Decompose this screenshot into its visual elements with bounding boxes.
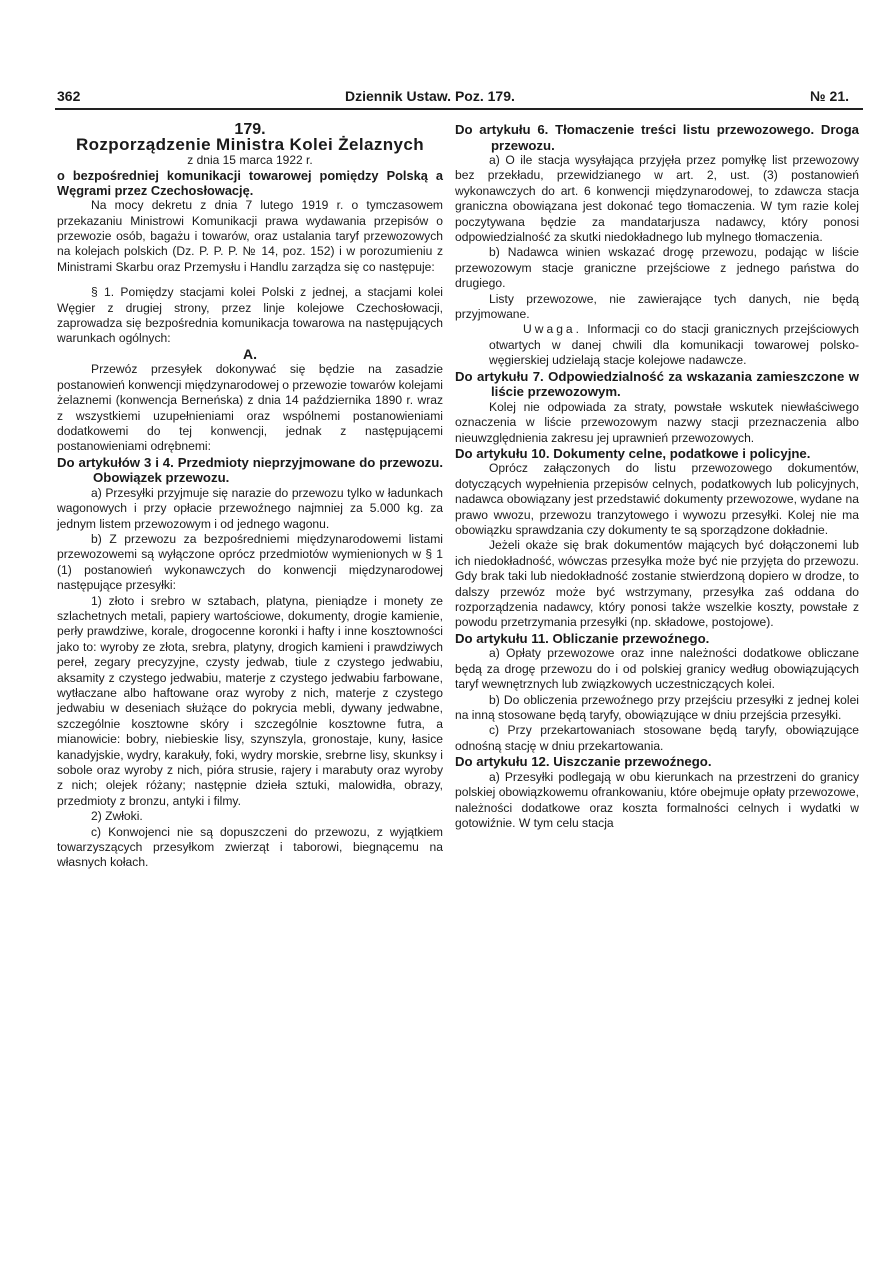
article-6-a: a) O ile stacja wysyłająca przyjęła przez pomyłkę list przewozowy bez przekładu, przewidzianego w art. 2, ust. (3) postanowień wykonawczych do art. 6 konwencji międzynarodowej, to zdawcza stacja graniczna obowiązana jest dokonać tego tłomaczenia. W tym razie kolej poczytywana będzie za mandatarjusza nadawcy, który ponosi odpowiedzialność za skutki niedokładnego lub mylnego tłomaczenia. [455, 153, 859, 245]
article-10-p2: Jeżeli okaże się brak dokumentów mających być dołączonemi lub ich niedokładność, wówczas przesyłka może być nie przyjęta do przewozu. Gdy brak taki lub niedokładność zostanie stwierdzoną dopiero w drodze, to dalszy przewóz może być wstrzymany, przesyłka zaś oddana do rozporządzenia nadawcy, który ponosi także wszelkie koszty, powstałe z powodu przetrzymania przesyłki (np. składowe, postojowe). [455, 538, 859, 630]
article-6-lists: Listy przewozowe, nie zawierające tych danych, nie będą przyjmowane. [455, 291, 859, 322]
article-10-heading: Do artykułu 10. Dokumenty celne, podatkowe i policyjne. [455, 445, 811, 461]
act-date: z dnia 15 marca 1922 r. [187, 152, 313, 167]
article-7-heading: Do artykułu 7. Odpowiedzialność za wskazania zamieszczone w liście przewozowym. [455, 368, 859, 400]
act-number: 179. [234, 121, 266, 138]
note-text: Informacji co do stacji granicznych przejściowych otwartych w danej chwili dla komunikacji towarowej polsko-węgierskiej udzielają stacje kolejowe nadawcze. [489, 322, 859, 368]
article-3-4-heading: Do artykułów 3 i 4. Przedmioty nieprzyjmowane do przewozu. Obowiązek przewozu. [57, 454, 443, 486]
article-12-a: a) Przesyłki podlegają w obu kierunkach na przestrzeni do granicy polskiej obowiązkowemu ofrankowaniu, które obejmuje opłaty przewozowe, należności dodatkowe oraz koszta formalności celnych i wydatki w gotowiźnie. W tym celu stacja [455, 769, 860, 830]
act-subject: o bezpośredniej komunikacji towarowej pomiędzy Polską a Węgrami przez Czechosłowację. [57, 168, 443, 199]
header-rule [55, 108, 863, 110]
preamble: Na mocy dekretu z dnia 7 lutego 1919 r. o tymczasowem przekazaniu Ministrowi Komunikacji prawa wydawania przepisów o przewozie osób, bagażu i towarów, oraz ustalania taryf przewozowych na kolejach polskich (Dz. P. P. P. № 14, poz. 152) i w porozumieniu z Ministrami Skarbu oraz Przemysłu i Handlu zarządza się co następuje: [57, 198, 443, 274]
article-6-note [455, 322, 859, 368]
article-12-heading: Do artykułu 12. Uiszczanie przewoźnego. [455, 754, 712, 770]
article-3-4-b: b) Z przewozu za bezpośredniemi międzynarodowemi listami przewozowemi są wyłączone oprócz przedmiotów wymienionych w § 1 (1) postanowień wykonawczych do konwencji międzynarodowej następujące przesyłki: [57, 531, 443, 593]
page-number: 362 [57, 88, 81, 104]
paragraph-1: § 1. Pomiędzy stacjami kolei Polski z jednej, a stacjami kolei Węgier z drugiej strony, przez linje kolejowe Czechosłowacji, zaprowadza się bezpośrednia komunikacja towarowa na następujących warunkach ogólnych: [57, 285, 443, 346]
journal-title: Dziennik Ustaw. Poz. 179. [345, 88, 515, 104]
note-label: Uwaga. [523, 322, 583, 337]
article-6-b: b) Nadawca winien wskazać drogę przewozu, podając w liście przewozowym stacje graniczne przejściowe z jednego państwa do drugiego. [455, 245, 859, 291]
article-6-heading: Do artykułu 6. Tłomaczenie treści listu przewozowego. Droga przewozu. [455, 122, 859, 153]
issue-number: № 21. [810, 88, 849, 104]
left-column [57, 122, 443, 871]
article-10-p1: Oprócz załączonych do listu przewozowego dokumentów, dotyczących wypełnienia przepisów celnych, podatkowych lub policyjnych, nadawca obowiązany jest przedstawić dokumenty przewozowe, wydane na prawo wwozu, przewozu tranzytowego i wywozu przesyłki. Kolej nie ma obowiązku sprawdzania czy dokumenty te są sporządzone dokładnie. [455, 461, 859, 538]
article-3-4-c: c) Konwojenci nie są dopuszczeni do przewozu, z wyjątkiem towarzyszących przesyłkom zwierząt i taborowi, biegnącemu na własnych kołach. [57, 824, 443, 870]
article-3-4-b1: 1) złoto i srebro w sztabach, platyna, pieniądze i monety ze szlachetnych metali, papiery wartościowe, dokumenty, drogie kamienie, perły prawdziwe, korale, drogocenne koronki i hafty i inne kosztowności jako to: wyroby ze złota, srebra, platyny, drogich kamieni i prawdziwych pereł, zegary precyzyjne, czysty jedwab, tiule z czystego jedwabiu, aksamity z czystego jedwabiu, materje z czystego jedwabiu farbowane, wytłaczane albo haftowane oraz wyroby z nich, materje z czystego jedwabiu w deseniach służące do pokrycia mebli, dywany jedwabne, szczególnie kosztowne skóry i szczególnie kosztowne futra, a mianowicie: bobry, niebieskie lisy, szynszyla, gronostaje, kuny, łasice kanadyjskie, wydry, karakuły, foki, wydry morskie, srebrne lisy, skunksy i sobole oraz wyroby z nich, pióra strusie, rajery i marabuty oraz wyroby z nich; olejek różany; następnie dzieła sztuki, malowidła, obrazy, przedmioty z bronzu, antyki i filmy. [57, 593, 443, 808]
right-column [455, 122, 859, 831]
article-11-heading: Do artykułu 11. Obliczanie przewoźnego. [455, 630, 710, 646]
article-11-b: b) Do obliczenia przewoźnego przy przejściu przesyłki z jednej kolei na inną stosowane będą taryfy, obowiązujące w dniu przejścia przesyłki. [455, 692, 859, 722]
act-title: Rozporządzenie Ministra Kolei Żelaznych [75, 135, 425, 155]
article-11-a: a) Opłaty przewozowe oraz inne należności dodatkowe obliczane będą za drogę przewozu do i od polskiej granicy według obowiązujących taryf wewnętrznych lub związkowych uczestniczących kolei. [455, 646, 859, 692]
article-11-c: c) Przy przekartowaniach stosowane będą taryfy, obowiązujące odnośną stację w dniu przekartowania. [455, 723, 859, 753]
article-3-4-a: a) Przesyłki przyjmuje się narazie do przewozu tylko w ładunkach wagonowych i przy opłacie przewoźnego najmniej za 5.000 kg. za jednym listem przewozowym i od jednego wagonu. [57, 485, 443, 531]
article-3-4-b2: 2) Zwłoki. [91, 809, 143, 824]
article-7-text: Kolej nie odpowiada za straty, powstałe wskutek niewłaściwego oznaczenia w liście przewozowym nazwy stacji przeznaczenia albo nieuwzględnienia zakresu jej uprawnień przewozowych. [455, 399, 859, 445]
section-a-heading: A. [243, 345, 257, 362]
page-header [55, 86, 855, 108]
section-a-text: Przewóz przesyłek dokonywać się będzie na zasadzie postanowień konwencji międzynarodowej o przewozie towarów kolejami żelaznemi (konwencja Berneńska) z dnia 14 października 1890 r. wraz z wszystkiemi uzupełnieniami oraz wspólnemi postanowieniami dodatkowemi do tej konwencji, jednak z następującemi postanowieniami odrębnemi: [57, 362, 443, 454]
